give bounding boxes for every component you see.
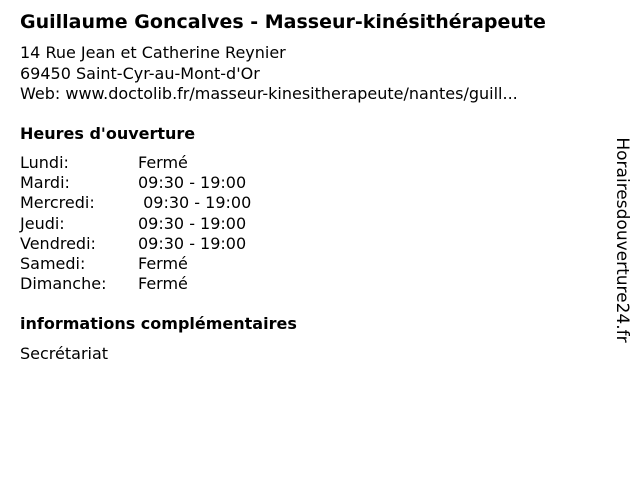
day-label: Lundi:: [20, 153, 69, 172]
site-watermark: Horairesdouverture24.fr: [612, 137, 632, 343]
time-value: 09:30 - 19:00: [138, 173, 247, 193]
time-value: Fermé: [138, 274, 188, 294]
day-label: Vendredi:: [20, 233, 96, 253]
info-heading: informations complémentaires: [20, 314, 297, 333]
day-label: Jeudi:: [20, 213, 65, 233]
hours-row-jeudi: [20, 214, 251, 234]
opening-hours-table: [20, 153, 251, 294]
time-value: 09:30 - 19:00: [138, 233, 247, 253]
time-value: Fermé: [138, 153, 188, 172]
hours-row-samedi: [20, 254, 251, 274]
page-title: Guillaume Goncalves - Masseur-kinésithérapeute: [20, 11, 546, 33]
day-label: Mercredi:: [20, 193, 95, 213]
day-label: Samedi:: [20, 254, 86, 274]
time-value: 09:30 - 19:00: [138, 213, 247, 233]
city-address: 69450 Saint-Cyr-au-Mont-d'Or: [20, 63, 260, 83]
info-text: Secrétariat: [20, 344, 109, 363]
hours-row-mardi: [20, 173, 251, 193]
time-value: 09:30 - 19:00: [138, 193, 252, 213]
hours-row-vendredi: [20, 234, 251, 254]
address-block: [20, 43, 518, 105]
day-label: Dimanche:: [20, 274, 107, 294]
street-address: 14 Rue Jean et Catherine Reynier: [20, 43, 286, 62]
hours-heading: Heures d'ouverture: [20, 124, 196, 143]
hours-row-mercredi: [20, 193, 251, 213]
hours-row-dimanche: [20, 274, 251, 294]
website-link[interactable]: Web: www.doctolib.fr/masseur-kinesitherapeute/nantes/guill...: [20, 84, 518, 103]
time-value: Fermé: [138, 254, 188, 274]
hours-row-lundi: [20, 153, 251, 173]
day-label: Mardi:: [20, 173, 70, 193]
